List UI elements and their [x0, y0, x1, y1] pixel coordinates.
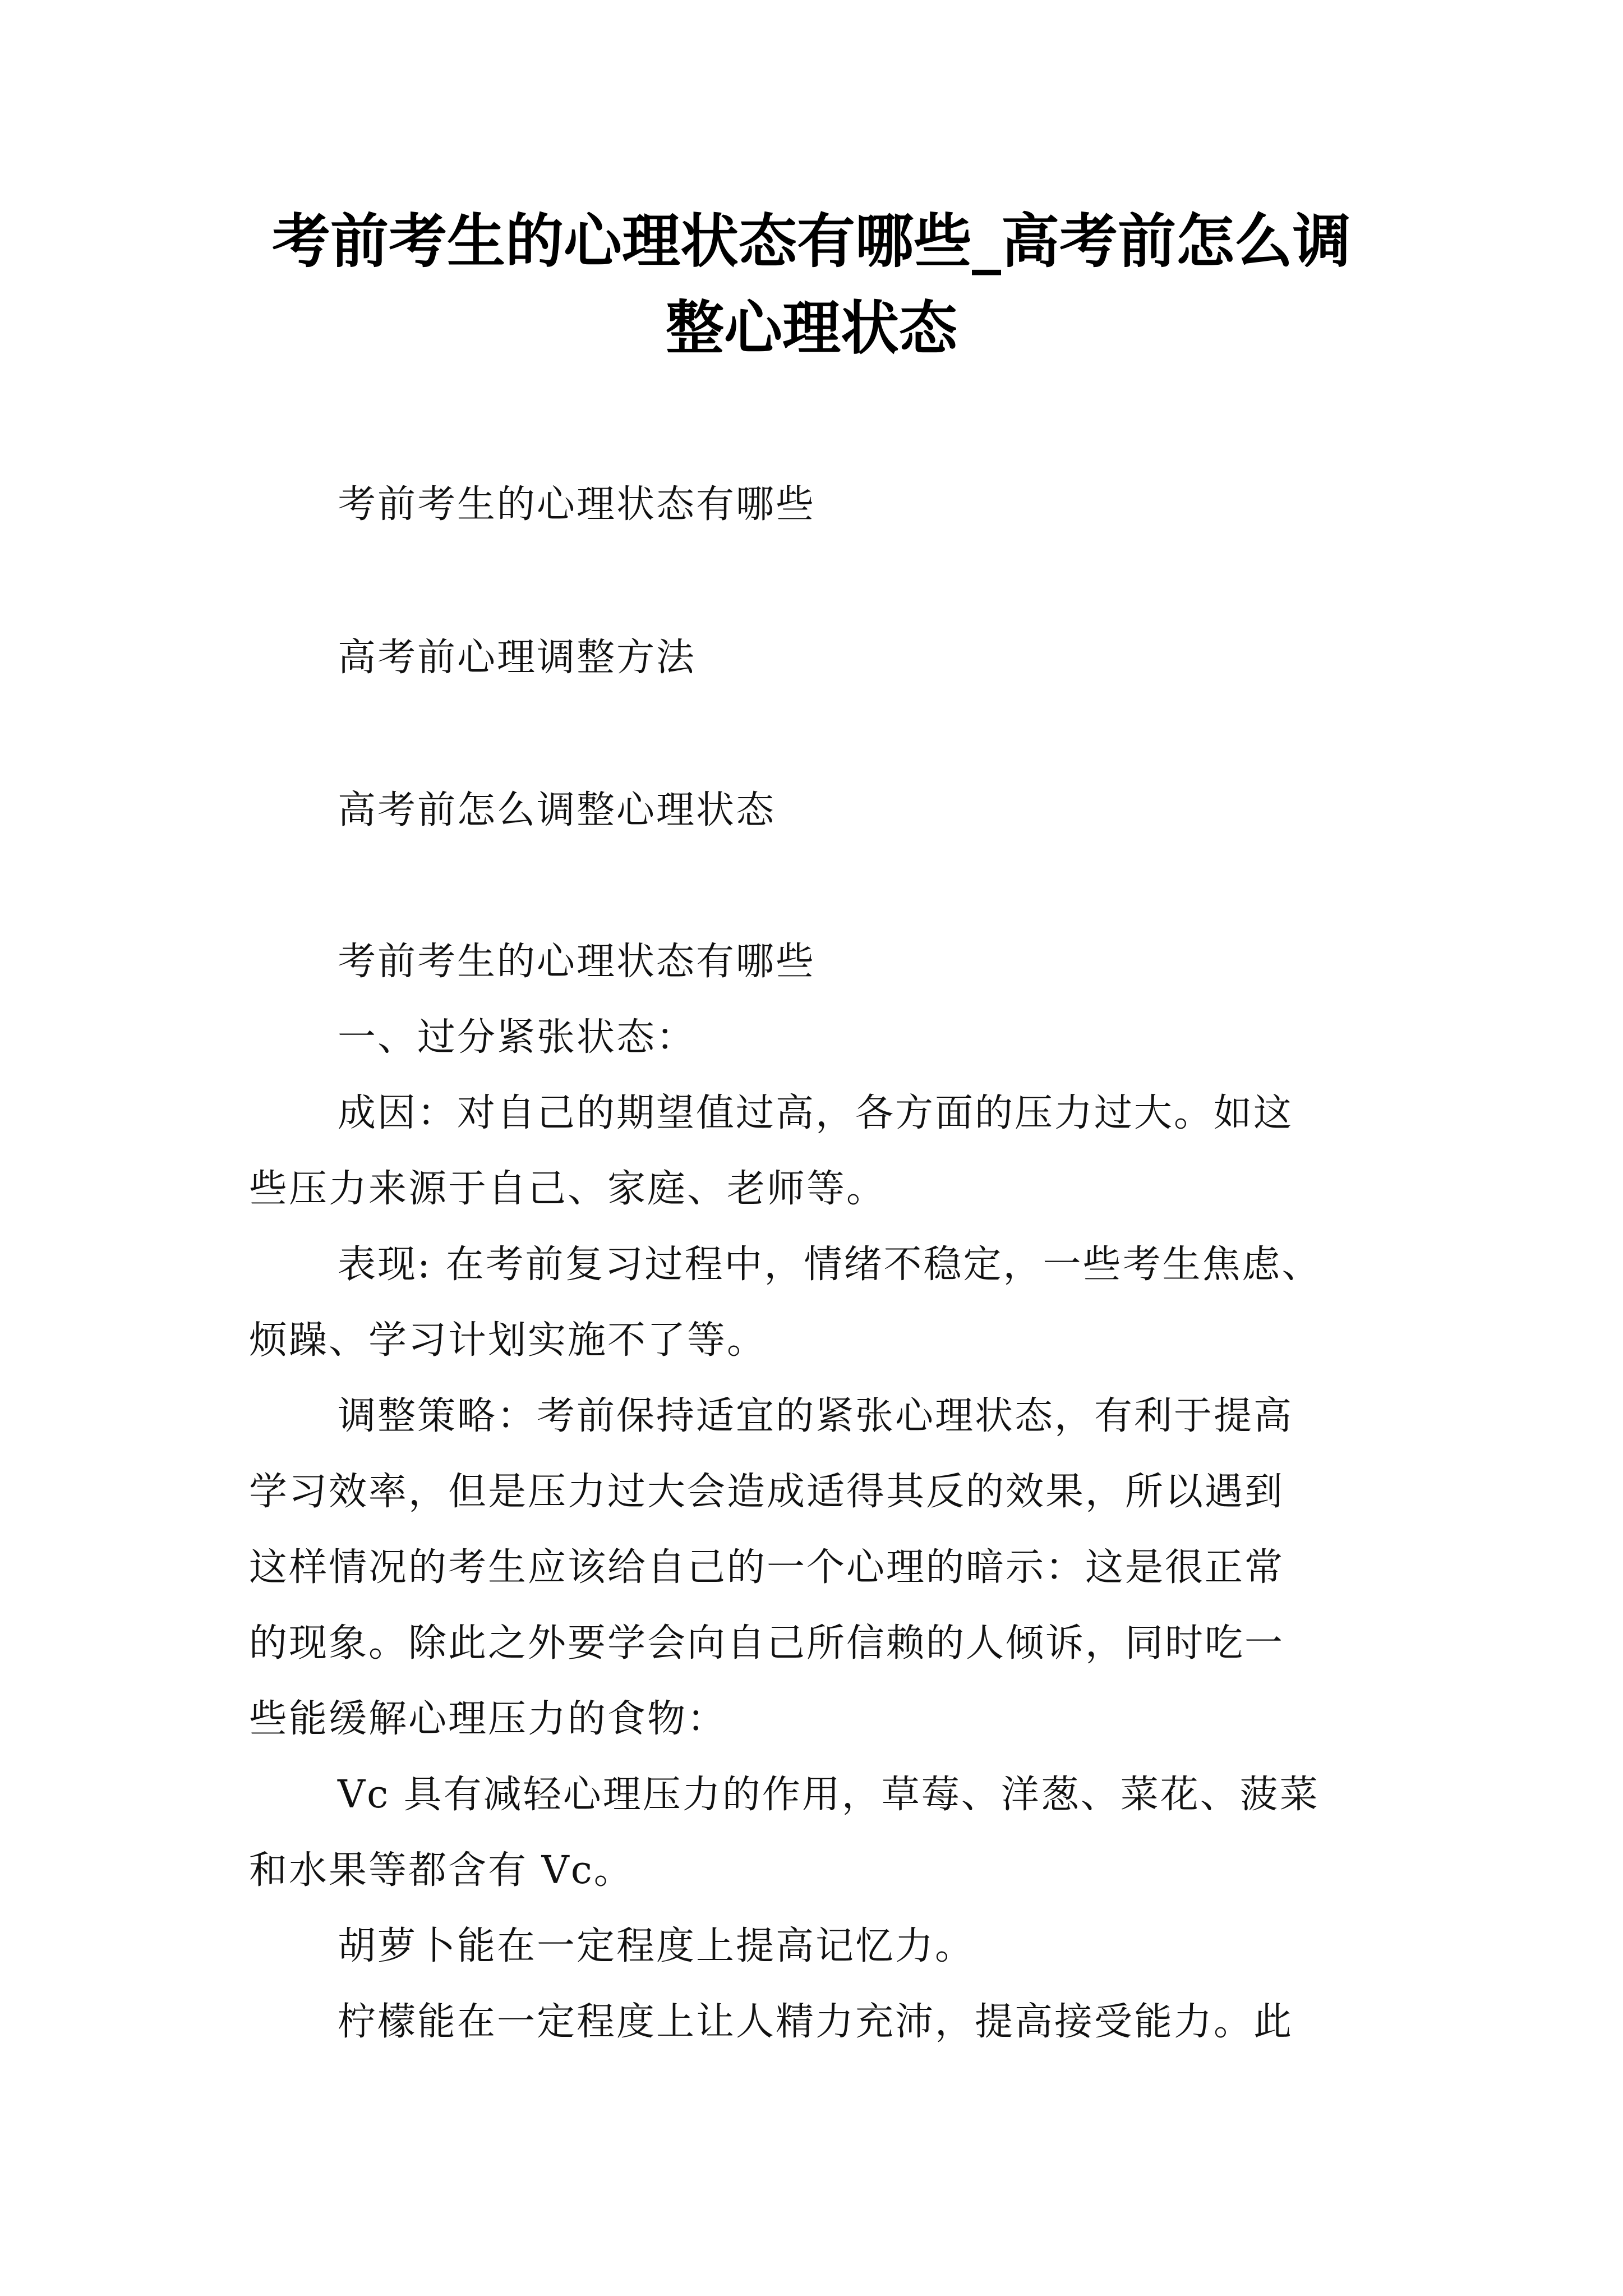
document-page: 考前考生的心理状态有哪些_高考前怎么调 整心理状态 考前考生的心理状态有哪些 高考前心理调整方法 高考前怎么调整心理状态 考前考生的心理状态有哪些 一、过分紧张状态： 成因：对自己的期望值过高，各方面的压力过大。如这 些压力来源于自己、家庭、老师等。 表现: 在考前复习过程中，情绪不稳定，一些考生焦虑、 烦躁、学习计划实施不了等。 调整策略：考前保持适宜的紧张心理状态，有利于提高 学习效率，但是压力过大会造成适得其反的效果，所以遇到 这样情况的考生应该给自己的一个心理的暗示：这是很正常 的现象。除此之外要学会向自己所信赖的人倾诉，同时吃一 些能缓解心理压力的食物： Vc 具有减轻心理压力的作用，草莓、洋葱、菜花、菠菜 和水果等都含有 Vc。 胡萝卜能在一定程度上提高记忆力。 柠檬能在一定程度上让人精力充沛，提高接受能力。此: [0, 0, 1623, 2296]
document-title: [224, 205, 1399, 367]
title-line-2: 整心理状态: [665, 294, 957, 362]
title-line-1: 考前考生的心理状态有哪些_高考前怎么调: [271, 207, 1351, 275]
